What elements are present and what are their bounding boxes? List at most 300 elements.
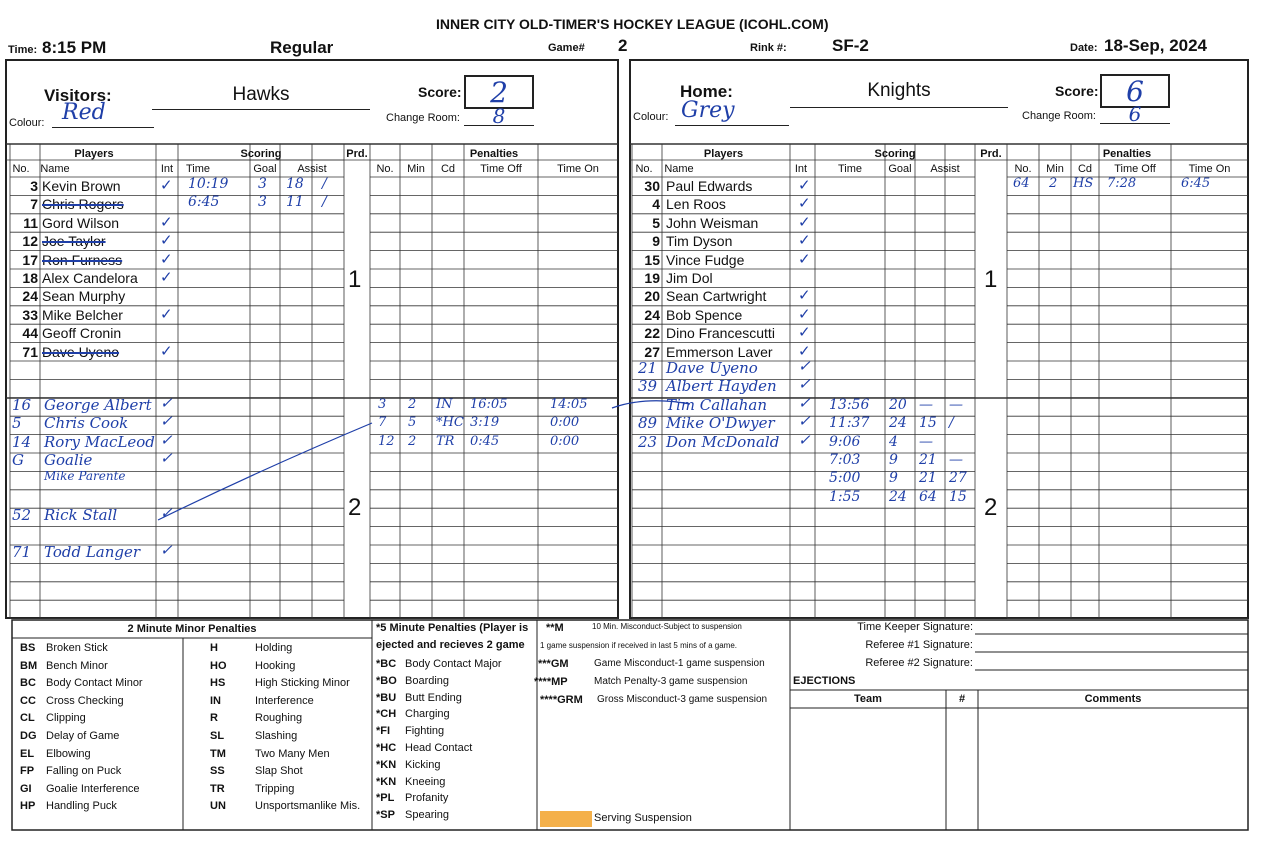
assist-2: —: [949, 452, 963, 468]
assist-2: —: [949, 396, 963, 413]
visitors-team: Hawks: [152, 84, 370, 110]
penalty-code: BC: [20, 677, 36, 690]
penalty-description: Broken Stick: [46, 642, 108, 654]
game-type: Regular: [270, 38, 334, 57]
player-number: 23: [638, 432, 658, 451]
penalty-code: BS: [20, 642, 36, 654]
home-col-cd: Cd: [1077, 163, 1093, 175]
home-label: Home:: [680, 82, 733, 101]
player-row: [10, 270, 178, 288]
check-mark-icon: ✓: [798, 232, 811, 250]
date-value: 18-Sep, 2024: [1104, 36, 1208, 55]
penalty-description: Unsportsmanlike Mis.: [255, 800, 361, 813]
home-col-goal: Goal: [888, 163, 912, 175]
home-players-header: Players: [703, 148, 744, 160]
goal-time: 13:56: [829, 396, 870, 413]
visitors-penalties-header: Penalties: [469, 148, 519, 160]
penalty-code: *PL: [376, 792, 395, 805]
player-name: John Weisman: [666, 214, 759, 231]
penalty-code: *KN: [376, 775, 397, 788]
visitors-prd-header: Prd.: [346, 148, 368, 160]
player-row: [632, 252, 815, 270]
player-name: Bob Spence: [666, 306, 743, 323]
goal-scorer: 4: [889, 433, 898, 450]
misconduct-description: Match Penalty-3 game suspension: [594, 676, 748, 687]
player-name: Gord Wilson: [42, 214, 120, 231]
check-mark-icon: ✓: [160, 504, 173, 523]
visitors-scoring-header: Scoring: [240, 148, 282, 160]
visitors-col-min: Min: [407, 163, 425, 175]
check-mark-icon: ✓: [798, 412, 811, 431]
player-row: [632, 215, 815, 233]
penalty-time-on: 14:05: [550, 396, 588, 412]
penalty-row: [370, 434, 618, 452]
penalty-code: *FI: [376, 725, 391, 738]
check-mark-icon: ✓: [160, 213, 173, 231]
check-mark-icon: ✓: [798, 213, 811, 231]
player-number: 71: [12, 543, 32, 561]
player-name: Mike Belcher: [42, 306, 123, 323]
penalty-row: [370, 415, 618, 433]
penalty-description: Slashing: [255, 730, 298, 742]
player-name: Chris Cook: [44, 414, 129, 433]
player-name: George Albert: [44, 395, 152, 414]
home-score-label: Score:: [1055, 83, 1099, 99]
player-number: 3: [30, 178, 38, 194]
penalty-player-number: 12: [378, 433, 395, 449]
misconduct-code: ***GM: [538, 658, 569, 670]
penalty-code: *CH: [376, 708, 397, 721]
visitors-colour: Red: [52, 100, 154, 128]
referee2-signature-label: Referee #2 Signature:: [865, 657, 973, 669]
penalty-description: Charging: [405, 708, 450, 721]
misconduct-description: 10 Min. Misconduct-Subject to suspension: [592, 622, 742, 631]
assist-1: —: [919, 396, 933, 413]
penalty-description: Head Contact: [405, 742, 473, 754]
player-number: 27: [644, 343, 660, 360]
timekeeper-signature-label: Time Keeper Signature:: [857, 621, 973, 633]
player-row: [632, 270, 815, 288]
scoring-row: [178, 176, 344, 194]
visitors-col-time: Time: [185, 163, 211, 175]
penalty-description: Cross Checking: [46, 694, 124, 707]
home-scoring-header: Scoring: [874, 148, 916, 160]
penalty-description: Fighting: [405, 725, 445, 738]
visitors-score-label: Score:: [418, 84, 462, 100]
player-name: Vince Fudge: [666, 251, 745, 268]
penalty-code: GI: [20, 782, 32, 795]
home-col-int: Int: [794, 163, 808, 175]
check-mark-icon: ✓: [160, 541, 173, 559]
misconduct-code: **M: [546, 622, 564, 634]
penalty-code: *BC: [376, 658, 397, 670]
penalty-time-on: 0:00: [550, 433, 580, 449]
penalty-code: CC: [20, 694, 36, 707]
check-mark-icon: ✓: [798, 393, 811, 412]
goal-time: 6:45: [188, 194, 220, 211]
player-row: [632, 307, 815, 325]
player-row: [10, 233, 178, 251]
player-name: Tim Dyson: [666, 233, 733, 250]
player-row: [632, 325, 815, 343]
penalty-description: Body Contact Minor: [46, 677, 143, 690]
penalty-code: BM: [20, 659, 38, 672]
check-mark-icon: ✓: [160, 342, 173, 360]
penalty-description: Body Contact Major: [405, 658, 502, 670]
serving-suspension-label: Serving Suspension: [594, 812, 692, 824]
player-number: 15: [644, 251, 660, 268]
penalty-code: H: [210, 642, 218, 654]
misconduct-description: Gross Misconduct-3 game suspension: [597, 694, 768, 705]
player-number: 24: [22, 288, 38, 305]
visitors-change-room: 8: [464, 104, 534, 126]
player-number: 44: [22, 325, 38, 342]
assist-2: /: [322, 194, 327, 211]
player-number: 89: [638, 414, 658, 433]
handwritten-player-row: [632, 430, 815, 453]
penalty-minutes: 2: [408, 433, 417, 449]
assist-1: 21: [919, 470, 937, 487]
penalty-player-number: 64: [1013, 176, 1030, 191]
player-row: [10, 288, 178, 306]
goal-time: 10:19: [188, 176, 229, 192]
player-name: Ron Furness: [42, 251, 123, 268]
home-period-2: 2: [984, 494, 998, 521]
misconduct-description: Game Misconduct-1 game suspension: [594, 658, 765, 669]
penalty-minutes: 2: [1049, 176, 1058, 191]
penalty-description: High Sticking Minor: [255, 677, 350, 690]
assist-1: 21: [919, 452, 937, 468]
handwritten-player-row: [10, 451, 178, 471]
assist-1: 11: [286, 194, 304, 211]
penalty-code: TM: [210, 747, 226, 760]
referee1-signature-label: Referee #1 Signature:: [865, 639, 973, 651]
player-row: [10, 178, 178, 196]
visitors-col-time-on: Time On: [557, 163, 599, 175]
check-mark-icon: ✓: [798, 357, 811, 375]
ejections-team-header: Team: [854, 693, 882, 705]
penalty-code: R: [210, 712, 218, 725]
check-mark-icon: ✓: [160, 305, 173, 323]
goal-scorer: 3: [258, 194, 267, 211]
player-number: 4: [652, 196, 660, 213]
player-name: Don McDonald: [666, 432, 780, 451]
player-number: 5: [12, 414, 22, 433]
visitors-col-goal: Goal: [253, 163, 277, 175]
goal-scorer: 24: [889, 415, 907, 432]
ejections-title: EJECTIONS: [793, 675, 856, 687]
handwritten-player-row: [632, 393, 815, 416]
assist-1: —: [919, 433, 933, 450]
visitors-col-cd: Cd: [440, 163, 456, 175]
player-number: 22: [644, 325, 660, 342]
penalty-code: EL: [20, 747, 35, 760]
visitors-col-assist: Assist: [297, 163, 327, 175]
penalty-row: [1007, 176, 1248, 194]
check-mark-icon: ✓: [798, 375, 811, 394]
penalty-code: *BU: [376, 691, 397, 704]
player-row: [632, 178, 815, 196]
penalty-code: IN: [436, 396, 453, 412]
penalty-code: TR: [210, 782, 225, 795]
goal-scorer: 24: [889, 488, 907, 505]
player-number: 16: [12, 395, 32, 414]
scoring-row: [815, 489, 975, 507]
ejections-comments-header: Comments: [1084, 693, 1142, 705]
penalty-description: Profanity: [405, 792, 449, 805]
home-col-time: Time: [837, 163, 863, 175]
handwritten-player-row: [10, 543, 178, 563]
handwritten-player-row: [10, 430, 178, 453]
player-name: Emmerson Laver: [666, 343, 773, 360]
handwritten-player-row: [632, 414, 815, 434]
ejections-number-header: #: [958, 693, 966, 705]
penalty-description: Butt Ending: [405, 691, 462, 704]
check-mark-icon: ✓: [798, 305, 811, 323]
penalty-description: Hooking: [255, 659, 296, 672]
player-number: 21: [638, 359, 658, 377]
player-number: 18: [22, 270, 38, 286]
visitors-col-time-off: Time Off: [480, 163, 522, 175]
assist-2: /: [949, 415, 954, 432]
visitors-change-room-label: Change Room:: [386, 112, 460, 124]
check-mark-icon: ✓: [160, 177, 173, 194]
penalty-description: Tripping: [255, 782, 295, 795]
assist-2: 15: [949, 488, 967, 505]
misconduct-code: ****MP: [534, 676, 568, 688]
home-penalties-header: Penalties: [1102, 148, 1152, 160]
penalty-description: Elbowing: [46, 747, 91, 760]
player-name: Dave Uyeno: [666, 359, 758, 377]
check-mark-icon: ✓: [798, 250, 811, 268]
player-name: Dino Francescutti: [666, 325, 775, 342]
goal-time: 9:06: [829, 433, 861, 450]
penalty-description: Kicking: [405, 758, 441, 771]
home-col-no: No.: [635, 163, 653, 175]
player-row: [10, 252, 178, 270]
rink-value: SF-2: [832, 36, 869, 55]
penalty-description: Goalie Interference: [46, 782, 140, 795]
check-mark-icon: ✓: [798, 342, 811, 360]
penalty-code: IN: [210, 694, 221, 707]
goal-scorer: 9: [889, 470, 898, 487]
player-row: [10, 196, 178, 214]
player-number: 9: [652, 233, 660, 250]
penalty-description: Kneeing: [405, 775, 446, 788]
goal-scorer: 20: [889, 396, 907, 413]
check-mark-icon: ✓: [798, 287, 811, 305]
player-name: Rory MacLeod: [44, 432, 155, 451]
player-name: Goalie: [44, 451, 93, 469]
check-mark-icon: ✓: [798, 430, 811, 449]
date-label: Date:: [1070, 42, 1098, 54]
player-name: Joe Taylor: [42, 233, 106, 250]
player-row: [632, 288, 815, 306]
home-change-room-label: Change Room:: [1022, 110, 1096, 122]
home-col-min: Min: [1046, 163, 1064, 175]
penalty-minutes: 2: [408, 396, 417, 412]
assist-1: 18: [286, 176, 304, 192]
visitors-label: Visitors:: [44, 86, 112, 105]
penalty-code: CL: [20, 712, 35, 725]
penalty-minutes: 5: [408, 415, 417, 431]
minor-penalties-title: 2 Minute Minor Penalties: [127, 623, 257, 635]
player-number: 17: [22, 251, 38, 268]
visitors-players-header: Players: [74, 148, 114, 160]
time-value: 8:15 PM: [42, 38, 107, 57]
visitors-score: 2: [464, 75, 534, 109]
visitors-period-1: 1: [348, 266, 362, 293]
visitors-col-pen-no: No.: [376, 163, 394, 175]
check-mark-icon: ✓: [160, 393, 173, 412]
visitors-col-no: No.: [12, 163, 30, 175]
penalty-code: SS: [210, 765, 225, 778]
penalty-description: Holding: [255, 642, 293, 654]
player-name: Len Roos: [666, 196, 726, 213]
player-row: [10, 215, 178, 233]
assist-1: 64: [919, 488, 937, 505]
home-col-pen-no: No.: [1014, 163, 1032, 175]
scoring-row: [815, 434, 975, 452]
home-period-1: 1: [984, 266, 998, 293]
serving-suspension-swatch: [540, 811, 592, 827]
home-colour: Grey: [675, 98, 789, 126]
home-col-time-off: Time Off: [1114, 163, 1156, 175]
penalty-description: Spearing: [405, 809, 450, 822]
player-name: Mike Parente: [44, 469, 126, 484]
player-name: Rick Stall: [44, 506, 118, 525]
player-name: Todd Langer: [44, 543, 141, 561]
handwritten-player-row: [10, 393, 178, 416]
league-title: INNER CITY OLD-TIMER'S HOCKEY LEAGUE (ICOHL.COM): [436, 16, 829, 32]
penalty-code: HS: [1073, 176, 1094, 191]
penalty-code: UN: [210, 800, 226, 813]
player-number: 12: [22, 233, 38, 250]
check-mark-icon: ✓: [160, 449, 173, 467]
player-row: [10, 307, 178, 325]
penalty-time-off: 3:19: [470, 415, 500, 431]
goal-time: 1:55: [829, 488, 861, 505]
game-number-label: Game#: [548, 42, 585, 54]
player-row: [632, 233, 815, 251]
player-name: Alex Candelora: [42, 270, 138, 286]
player-number: 30: [644, 178, 660, 194]
goal-time: 11:37: [829, 415, 870, 432]
rink-label: Rink #:: [750, 42, 787, 54]
check-mark-icon: ✓: [798, 324, 811, 342]
penalty-description: Bench Minor: [46, 659, 108, 672]
home-score: 6: [1100, 74, 1170, 108]
misconduct-description: 1 game suspension if received in last 5 mins of a game.: [540, 641, 737, 650]
player-number: 5: [652, 214, 660, 231]
handwritten-player-row: [10, 414, 178, 434]
check-mark-icon: ✓: [798, 195, 811, 213]
player-number: 7: [30, 196, 38, 213]
check-mark-icon: ✓: [160, 430, 173, 449]
penalty-code: *SP: [376, 809, 395, 822]
home-change-room: 6: [1100, 102, 1170, 124]
game-number-value: 2: [618, 36, 628, 55]
player-row: [10, 325, 178, 343]
player-name: Sean Cartwright: [666, 288, 767, 305]
penalty-description: Two Many Men: [255, 747, 330, 760]
visitors-col-int: Int: [160, 163, 174, 175]
visitors-colour-label: Colour:: [9, 117, 45, 129]
goal-time: 5:00: [829, 470, 861, 487]
player-name: Chris Rogers: [42, 196, 124, 213]
player-name: Jim Dol: [666, 270, 713, 286]
penalty-description: Slap Shot: [255, 765, 303, 778]
penalty-description: Clipping: [46, 712, 86, 725]
visitors-col-name: Name: [40, 163, 70, 175]
goal-time: 7:03: [829, 452, 861, 468]
penalty-code: TR: [436, 433, 455, 449]
penalty-code: *HC: [376, 742, 397, 754]
penalty-code: HS: [210, 677, 226, 690]
player-name: Geoff Cronin: [42, 325, 122, 342]
assist-2: 27: [949, 470, 967, 487]
player-name: Mike O'Dwyer: [666, 414, 775, 433]
penalty-code: *KN: [376, 758, 397, 771]
player-number: 52: [12, 506, 32, 525]
scoring-row: [178, 194, 344, 212]
penalty-player-number: 7: [378, 415, 387, 431]
misconduct-code: ****GRM: [540, 694, 583, 706]
player-number: 33: [22, 306, 38, 323]
player-number: 11: [23, 214, 38, 231]
scoring-row: [815, 397, 975, 415]
penalty-time-off: 7:28: [1107, 176, 1137, 191]
player-name: Sean Murphy: [42, 288, 126, 305]
home-prd-header: Prd.: [980, 148, 1002, 160]
penalty-code: HO: [210, 659, 227, 672]
penalty-code: HP: [20, 800, 36, 813]
penalty-description: Interference: [255, 694, 314, 707]
player-row: [10, 344, 178, 362]
visitors-period-2: 2: [348, 494, 362, 521]
assist-2: /: [322, 176, 327, 192]
penalty-time-on: 0:00: [550, 415, 580, 431]
penalty-code: DG: [20, 730, 37, 742]
player-number: 20: [644, 288, 660, 305]
penalty-description: Delay of Game: [46, 730, 120, 742]
penalty-time-on: 6:45: [1181, 176, 1211, 191]
handwritten-player-row: [10, 506, 178, 526]
major-penalties-title: *5 Minute Penalties (Player is ejected and recieves 2 game: [376, 622, 529, 651]
player-number: 24: [644, 306, 660, 323]
penalty-code: *HC: [436, 415, 464, 431]
player-name: Kevin Brown: [42, 178, 121, 194]
check-mark-icon: ✓: [160, 412, 173, 431]
goal-scorer: 3: [258, 176, 267, 192]
handwritten-player-row: [632, 359, 815, 379]
penalty-time-off: 16:05: [470, 396, 508, 412]
scoring-row: [815, 470, 975, 488]
home-col-name: Name: [664, 163, 694, 175]
check-mark-icon: ✓: [160, 232, 173, 250]
penalty-description: Boarding: [405, 674, 450, 687]
check-mark-icon: ✓: [160, 250, 173, 268]
time-label: Time:: [8, 44, 38, 56]
penalty-description: Falling on Puck: [46, 765, 122, 778]
home-team: Knights: [790, 80, 1008, 108]
penalty-code: SL: [210, 730, 225, 742]
penalty-code: FP: [20, 765, 35, 778]
penalty-description: Handling Puck: [46, 800, 117, 813]
penalty-time-off: 0:45: [470, 433, 500, 449]
penalty-code: *BO: [376, 674, 397, 687]
player-number: 19: [644, 270, 660, 286]
